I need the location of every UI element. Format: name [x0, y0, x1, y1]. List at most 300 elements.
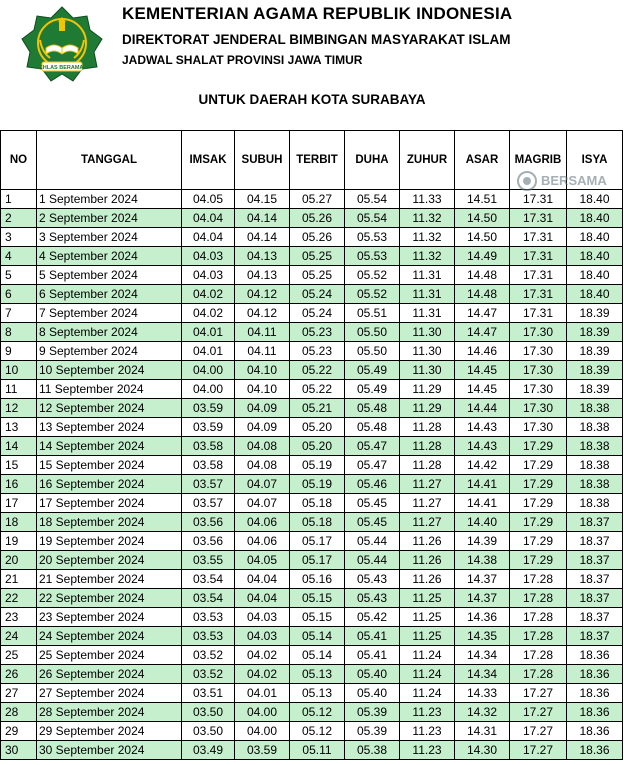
cell-asar: 14.47 — [455, 304, 510, 323]
table-row — [1, 513, 623, 532]
cell-duha: 05.45 — [345, 513, 400, 532]
table-row — [1, 722, 623, 741]
cell-duha: 05.41 — [345, 627, 400, 646]
cell-no: 21 — [1, 570, 37, 589]
cell-subuh: 04.14 — [235, 209, 290, 228]
cell-duha: 05.43 — [345, 570, 400, 589]
table-row — [1, 190, 623, 209]
cell-subuh: 04.03 — [235, 608, 290, 627]
cell-terbit: 05.12 — [290, 722, 345, 741]
cell-duha: 05.47 — [345, 437, 400, 456]
cell-tanggal: 2 September 2024 — [37, 209, 182, 228]
cell-imsak: 04.03 — [182, 247, 235, 266]
cell-subuh: 04.06 — [235, 513, 290, 532]
cell-tanggal: 15 September 2024 — [37, 456, 182, 475]
cell-tanggal: 30 September 2024 — [37, 741, 182, 760]
cell-isya: 18.38 — [567, 475, 623, 494]
cell-subuh: 04.02 — [235, 646, 290, 665]
cell-no: 17 — [1, 494, 37, 513]
cell-isya: 18.38 — [567, 418, 623, 437]
cell-zuhur: 11.24 — [400, 646, 455, 665]
cell-isya: 18.40 — [567, 247, 623, 266]
cell-tanggal: 6 September 2024 — [37, 285, 182, 304]
cell-no: 11 — [1, 380, 37, 399]
table-row — [1, 532, 623, 551]
cell-duha: 05.50 — [345, 323, 400, 342]
cell-duha: 05.52 — [345, 266, 400, 285]
region-title: UNTUK DAERAH KOTA SURABAYA — [198, 92, 426, 107]
cell-terbit: 05.23 — [290, 342, 345, 361]
cell-imsak: 03.53 — [182, 627, 235, 646]
cell-magrib: 17.31 — [510, 285, 567, 304]
cell-duha: 05.41 — [345, 646, 400, 665]
cell-terbit: 05.25 — [290, 247, 345, 266]
cell-subuh: 04.13 — [235, 247, 290, 266]
cell-duha: 05.47 — [345, 456, 400, 475]
cell-subuh: 04.04 — [235, 589, 290, 608]
cell-terbit: 05.19 — [290, 456, 345, 475]
column-header-magrib: MAGRIB — [510, 131, 567, 190]
cell-zuhur: 11.25 — [400, 608, 455, 627]
cell-asar: 14.36 — [455, 608, 510, 627]
cell-imsak: 04.02 — [182, 304, 235, 323]
cell-asar: 14.39 — [455, 532, 510, 551]
cell-asar: 14.37 — [455, 570, 510, 589]
cell-magrib: 17.31 — [510, 247, 567, 266]
cell-terbit: 05.17 — [290, 532, 345, 551]
cell-imsak: 03.49 — [182, 741, 235, 760]
ministry-title: KEMENTERIAN AGAMA REPUBLIK INDONESIA — [122, 4, 513, 23]
cell-imsak: 04.04 — [182, 228, 235, 247]
cell-zuhur: 11.26 — [400, 570, 455, 589]
cell-isya: 18.38 — [567, 437, 623, 456]
cell-duha: 05.45 — [345, 494, 400, 513]
table-row — [1, 703, 623, 722]
cell-isya: 18.38 — [567, 456, 623, 475]
cell-asar: 14.33 — [455, 684, 510, 703]
cell-tanggal: 4 September 2024 — [37, 247, 182, 266]
cell-magrib: 17.29 — [510, 494, 567, 513]
cell-magrib: 17.27 — [510, 741, 567, 760]
table-row — [1, 475, 623, 494]
cell-no: 7 — [1, 304, 37, 323]
cell-isya: 18.36 — [567, 665, 623, 684]
cell-duha: 05.46 — [345, 475, 400, 494]
table-row — [1, 456, 623, 475]
cell-subuh: 04.06 — [235, 532, 290, 551]
cell-zuhur: 11.24 — [400, 684, 455, 703]
cell-duha: 05.42 — [345, 608, 400, 627]
cell-terbit: 05.13 — [290, 665, 345, 684]
cell-zuhur: 11.30 — [400, 342, 455, 361]
cell-duha: 05.38 — [345, 741, 400, 760]
cell-zuhur: 11.26 — [400, 551, 455, 570]
cell-isya: 18.38 — [567, 494, 623, 513]
cell-no: 25 — [1, 646, 37, 665]
cell-zuhur: 11.24 — [400, 665, 455, 684]
table-row — [1, 361, 623, 380]
cell-imsak: 03.57 — [182, 494, 235, 513]
cell-zuhur: 11.28 — [400, 456, 455, 475]
cell-no: 5 — [1, 266, 37, 285]
cell-imsak: 04.01 — [182, 342, 235, 361]
cell-imsak: 04.01 — [182, 323, 235, 342]
cell-asar: 14.50 — [455, 209, 510, 228]
cell-imsak: 03.54 — [182, 589, 235, 608]
cell-subuh: 04.11 — [235, 323, 290, 342]
cell-zuhur: 11.23 — [400, 703, 455, 722]
cell-isya: 18.39 — [567, 342, 623, 361]
cell-magrib: 17.29 — [510, 437, 567, 456]
cell-magrib: 17.28 — [510, 665, 567, 684]
cell-isya: 18.36 — [567, 703, 623, 722]
prayer-schedule-table — [0, 130, 623, 760]
cell-no: 9 — [1, 342, 37, 361]
column-header-tanggal: TANGGAL — [37, 131, 182, 190]
cell-terbit: 05.12 — [290, 703, 345, 722]
table-row — [1, 741, 623, 760]
table-row — [1, 627, 623, 646]
cell-magrib: 17.29 — [510, 513, 567, 532]
column-header-subuh: SUBUH — [235, 131, 290, 190]
cell-tanggal: 27 September 2024 — [37, 684, 182, 703]
cell-no: 27 — [1, 684, 37, 703]
cell-terbit: 05.18 — [290, 494, 345, 513]
cell-duha: 05.48 — [345, 418, 400, 437]
cell-tanggal: 13 September 2024 — [37, 418, 182, 437]
cell-isya: 18.36 — [567, 646, 623, 665]
cell-subuh: 04.02 — [235, 665, 290, 684]
cell-imsak: 04.04 — [182, 209, 235, 228]
cell-asar: 14.43 — [455, 418, 510, 437]
kemenag-logo — [20, 6, 104, 82]
cell-no: 20 — [1, 551, 37, 570]
cell-subuh: 04.13 — [235, 266, 290, 285]
cell-isya: 18.40 — [567, 190, 623, 209]
cell-terbit: 05.22 — [290, 380, 345, 399]
cell-no: 4 — [1, 247, 37, 266]
cell-subuh: 04.04 — [235, 570, 290, 589]
cell-asar: 14.51 — [455, 190, 510, 209]
cell-subuh: 04.01 — [235, 684, 290, 703]
cell-magrib: 17.30 — [510, 323, 567, 342]
cell-terbit: 05.25 — [290, 266, 345, 285]
cell-isya: 18.40 — [567, 285, 623, 304]
cell-magrib: 17.31 — [510, 304, 567, 323]
cell-tanggal: 20 September 2024 — [37, 551, 182, 570]
cell-tanggal: 14 September 2024 — [37, 437, 182, 456]
cell-subuh: 04.09 — [235, 399, 290, 418]
table-row — [1, 266, 623, 285]
cell-duha: 05.44 — [345, 532, 400, 551]
cell-tanggal: 16 September 2024 — [37, 475, 182, 494]
cell-zuhur: 11.31 — [400, 304, 455, 323]
cell-duha: 05.39 — [345, 722, 400, 741]
cell-imsak: 04.00 — [182, 380, 235, 399]
cell-isya: 18.37 — [567, 532, 623, 551]
cell-no: 16 — [1, 475, 37, 494]
cell-duha: 05.40 — [345, 665, 400, 684]
cell-zuhur: 11.26 — [400, 532, 455, 551]
cell-subuh: 03.59 — [235, 741, 290, 760]
cell-tanggal: 24 September 2024 — [37, 627, 182, 646]
column-header-imsak: IMSAK — [182, 131, 235, 190]
cell-imsak: 03.55 — [182, 551, 235, 570]
cell-tanggal: 1 September 2024 — [37, 190, 182, 209]
column-header-zuhur: ZUHUR — [400, 131, 455, 190]
table-header-row — [1, 131, 623, 190]
cell-tanggal: 19 September 2024 — [37, 532, 182, 551]
cell-asar: 14.31 — [455, 722, 510, 741]
cell-magrib: 17.29 — [510, 532, 567, 551]
cell-imsak: 03.54 — [182, 570, 235, 589]
table-row — [1, 494, 623, 513]
table-row — [1, 589, 623, 608]
cell-isya: 18.36 — [567, 741, 623, 760]
cell-duha: 05.51 — [345, 304, 400, 323]
cell-subuh: 04.15 — [235, 190, 290, 209]
table-row — [1, 570, 623, 589]
cell-no: 14 — [1, 437, 37, 456]
cell-terbit: 05.20 — [290, 418, 345, 437]
cell-magrib: 17.31 — [510, 209, 567, 228]
watermark-text: BERSAMA — [541, 173, 607, 188]
cell-tanggal: 17 September 2024 — [37, 494, 182, 513]
cell-tanggal: 9 September 2024 — [37, 342, 182, 361]
table-row — [1, 323, 623, 342]
cell-magrib: 17.30 — [510, 399, 567, 418]
cell-asar: 14.35 — [455, 627, 510, 646]
table-row — [1, 684, 623, 703]
cell-subuh: 04.07 — [235, 494, 290, 513]
cell-no: 3 — [1, 228, 37, 247]
cell-duha: 05.50 — [345, 342, 400, 361]
cell-isya: 18.37 — [567, 627, 623, 646]
cell-magrib: 17.27 — [510, 722, 567, 741]
cell-zuhur: 11.28 — [400, 418, 455, 437]
cell-no: 18 — [1, 513, 37, 532]
cell-no: 24 — [1, 627, 37, 646]
cell-zuhur: 11.32 — [400, 228, 455, 247]
table-row — [1, 399, 623, 418]
cell-zuhur: 11.27 — [400, 494, 455, 513]
cell-magrib: 17.28 — [510, 627, 567, 646]
cell-terbit: 05.19 — [290, 475, 345, 494]
cell-terbit: 05.16 — [290, 570, 345, 589]
cell-asar: 14.45 — [455, 380, 510, 399]
column-header-no: NO — [1, 131, 37, 190]
cell-imsak: 03.50 — [182, 722, 235, 741]
cell-asar: 14.48 — [455, 285, 510, 304]
cell-asar: 14.34 — [455, 646, 510, 665]
directorate-title: DIREKTORAT JENDERAL BIMBINGAN MASYARAKAT ISLAM — [122, 32, 511, 47]
cell-asar: 14.38 — [455, 551, 510, 570]
cell-tanggal: 25 September 2024 — [37, 646, 182, 665]
cell-magrib: 17.31 — [510, 228, 567, 247]
cell-zuhur: 11.29 — [400, 399, 455, 418]
cell-imsak: 03.58 — [182, 456, 235, 475]
cell-isya: 18.37 — [567, 589, 623, 608]
cell-no: 22 — [1, 589, 37, 608]
table-row — [1, 285, 623, 304]
cell-subuh: 04.12 — [235, 304, 290, 323]
cell-subuh: 04.05 — [235, 551, 290, 570]
table-row — [1, 646, 623, 665]
cell-duha: 05.54 — [345, 209, 400, 228]
cell-duha: 05.52 — [345, 285, 400, 304]
cell-imsak: 04.00 — [182, 361, 235, 380]
cell-imsak: 03.58 — [182, 437, 235, 456]
column-header-terbit: TERBIT — [290, 131, 345, 190]
cell-subuh: 04.10 — [235, 361, 290, 380]
cell-no: 6 — [1, 285, 37, 304]
cell-magrib: 17.28 — [510, 646, 567, 665]
cell-isya: 18.39 — [567, 304, 623, 323]
column-header-asar: ASAR — [455, 131, 510, 190]
cell-terbit: 05.20 — [290, 437, 345, 456]
cell-isya: 18.37 — [567, 608, 623, 627]
cell-zuhur: 11.33 — [400, 190, 455, 209]
cell-no: 12 — [1, 399, 37, 418]
cell-no: 30 — [1, 741, 37, 760]
cell-magrib: 17.30 — [510, 418, 567, 437]
cell-terbit: 05.23 — [290, 323, 345, 342]
cell-imsak: 04.03 — [182, 266, 235, 285]
cell-duha: 05.48 — [345, 399, 400, 418]
cell-asar: 14.41 — [455, 494, 510, 513]
cell-tanggal: 5 September 2024 — [37, 266, 182, 285]
cell-terbit: 05.15 — [290, 608, 345, 627]
cell-terbit: 05.26 — [290, 228, 345, 247]
cell-duha: 05.49 — [345, 361, 400, 380]
cell-tanggal: 12 September 2024 — [37, 399, 182, 418]
cell-magrib: 17.31 — [510, 266, 567, 285]
cell-zuhur: 11.25 — [400, 627, 455, 646]
cell-asar: 14.48 — [455, 266, 510, 285]
cell-zuhur: 11.32 — [400, 209, 455, 228]
cell-imsak: 03.50 — [182, 703, 235, 722]
cell-zuhur: 11.30 — [400, 361, 455, 380]
cell-duha: 05.43 — [345, 589, 400, 608]
cell-tanggal: 28 September 2024 — [37, 703, 182, 722]
table-row — [1, 228, 623, 247]
cell-tanggal: 11 September 2024 — [37, 380, 182, 399]
cell-magrib: 17.30 — [510, 361, 567, 380]
cell-imsak: 03.56 — [182, 513, 235, 532]
cell-subuh: 04.11 — [235, 342, 290, 361]
table-row — [1, 247, 623, 266]
cell-subuh: 04.07 — [235, 475, 290, 494]
cell-imsak: 03.53 — [182, 608, 235, 627]
table-row — [1, 418, 623, 437]
cell-terbit: 05.13 — [290, 684, 345, 703]
cell-subuh: 04.12 — [235, 285, 290, 304]
cell-imsak: 03.59 — [182, 399, 235, 418]
cell-tanggal: 23 September 2024 — [37, 608, 182, 627]
schedule-title: JADWAL SHALAT PROVINSI JAWA TIMUR — [122, 53, 363, 67]
cell-terbit: 05.26 — [290, 209, 345, 228]
cell-no: 23 — [1, 608, 37, 627]
cell-terbit: 05.15 — [290, 589, 345, 608]
cell-zuhur: 11.27 — [400, 513, 455, 532]
cell-asar: 14.45 — [455, 361, 510, 380]
cell-no: 15 — [1, 456, 37, 475]
cell-terbit: 05.18 — [290, 513, 345, 532]
cell-isya: 18.39 — [567, 323, 623, 342]
logo-ribbon-text: IKHLAS BERAMAL — [37, 65, 87, 71]
cell-no: 19 — [1, 532, 37, 551]
cell-tanggal: 3 September 2024 — [37, 228, 182, 247]
cell-magrib: 17.29 — [510, 456, 567, 475]
cell-duha: 05.44 — [345, 551, 400, 570]
cell-zuhur: 11.30 — [400, 323, 455, 342]
column-header-isya: ISYA — [567, 131, 623, 190]
cell-magrib: 17.28 — [510, 570, 567, 589]
cell-imsak: 03.52 — [182, 646, 235, 665]
cell-isya: 18.37 — [567, 513, 623, 532]
table-row — [1, 209, 623, 228]
cell-subuh: 04.08 — [235, 456, 290, 475]
cell-zuhur: 11.23 — [400, 741, 455, 760]
cell-isya: 18.40 — [567, 266, 623, 285]
cell-asar: 14.42 — [455, 456, 510, 475]
cell-imsak: 03.57 — [182, 475, 235, 494]
cell-no: 1 — [1, 190, 37, 209]
cell-terbit: 05.22 — [290, 361, 345, 380]
cell-zuhur: 11.31 — [400, 285, 455, 304]
cell-no: 13 — [1, 418, 37, 437]
cell-isya: 18.39 — [567, 361, 623, 380]
cell-zuhur: 11.31 — [400, 266, 455, 285]
cell-duha: 05.54 — [345, 190, 400, 209]
cell-asar: 14.43 — [455, 437, 510, 456]
cell-isya: 18.36 — [567, 722, 623, 741]
cell-subuh: 04.00 — [235, 703, 290, 722]
cell-imsak: 03.51 — [182, 684, 235, 703]
table-row — [1, 437, 623, 456]
cell-magrib: 17.30 — [510, 380, 567, 399]
cell-magrib: 17.30 — [510, 342, 567, 361]
cell-asar: 14.50 — [455, 228, 510, 247]
cell-subuh: 04.10 — [235, 380, 290, 399]
cell-imsak: 03.56 — [182, 532, 235, 551]
table-row — [1, 665, 623, 684]
cell-zuhur: 11.25 — [400, 589, 455, 608]
cell-imsak: 04.05 — [182, 190, 235, 209]
cell-tanggal: 21 September 2024 — [37, 570, 182, 589]
cell-asar: 14.47 — [455, 323, 510, 342]
cell-zuhur: 11.27 — [400, 475, 455, 494]
cell-isya: 18.37 — [567, 551, 623, 570]
table-row — [1, 608, 623, 627]
cell-no: 28 — [1, 703, 37, 722]
cell-magrib: 17.29 — [510, 475, 567, 494]
cell-isya: 18.38 — [567, 399, 623, 418]
cell-terbit: 05.11 — [290, 741, 345, 760]
cell-magrib: 17.29 — [510, 551, 567, 570]
cell-terbit: 05.17 — [290, 551, 345, 570]
table-row — [1, 304, 623, 323]
cell-no: 29 — [1, 722, 37, 741]
cell-no: 8 — [1, 323, 37, 342]
cell-asar: 14.40 — [455, 513, 510, 532]
cell-magrib: 17.31 — [510, 190, 567, 209]
cell-tanggal: 18 September 2024 — [37, 513, 182, 532]
cell-imsak: 04.02 — [182, 285, 235, 304]
cell-asar: 14.30 — [455, 741, 510, 760]
cell-tanggal: 8 September 2024 — [37, 323, 182, 342]
cell-subuh: 04.03 — [235, 627, 290, 646]
